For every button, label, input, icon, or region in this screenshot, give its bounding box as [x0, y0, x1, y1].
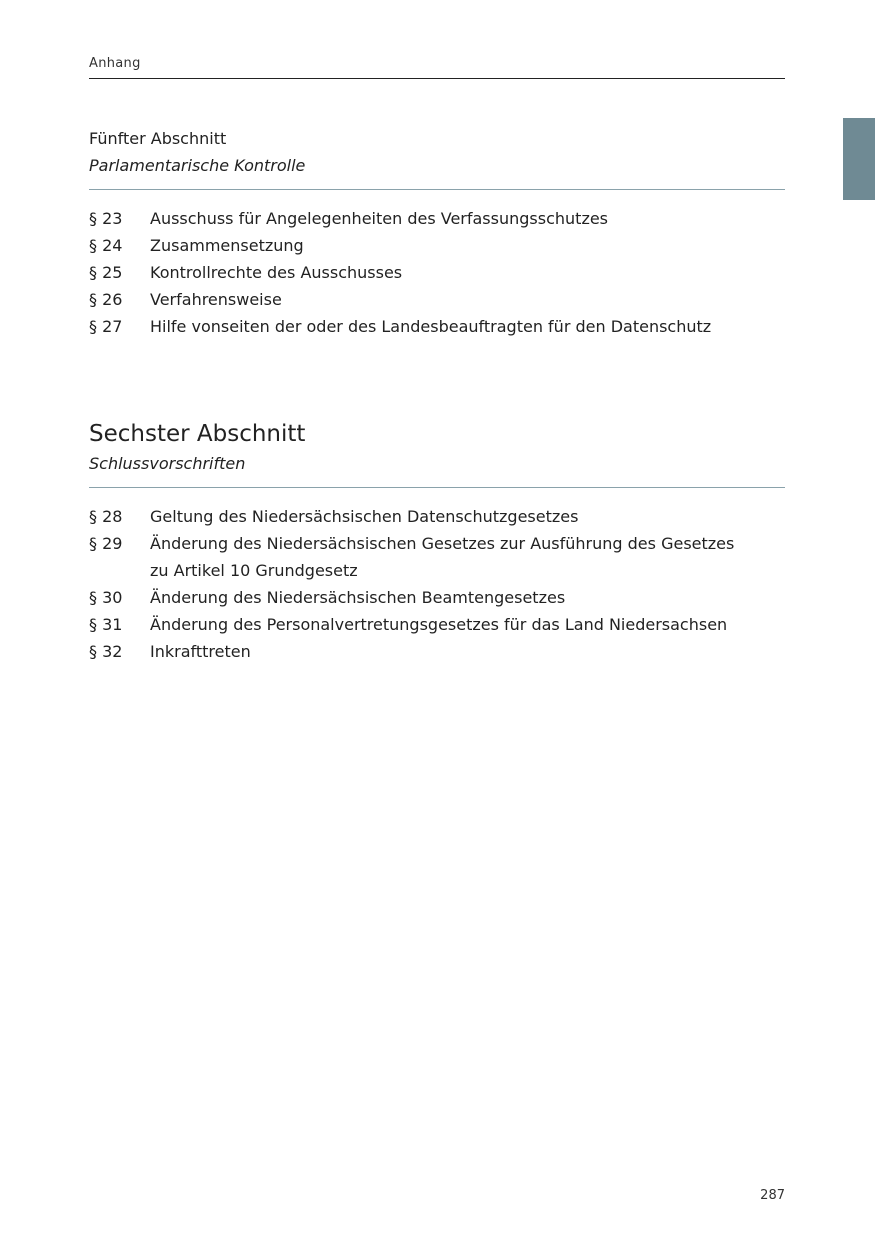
- section-sechster-abschnitt: [89, 418, 785, 665]
- section-divider: [89, 487, 785, 488]
- paragraph-number: § 25: [89, 263, 123, 282]
- paragraph-number: § 30: [89, 588, 123, 607]
- paragraph-title: Geltung des Niedersächsischen Datenschutzgesetzes: [150, 507, 579, 526]
- toc-entry: [89, 313, 785, 340]
- section-title: Fünfter Abschnitt: [89, 129, 227, 148]
- chapter-thumb-tab: [843, 118, 875, 200]
- toc-entry: [89, 286, 785, 313]
- section-subtitle: Parlamentarische Kontrolle: [89, 156, 306, 175]
- header-rule: [89, 78, 785, 79]
- paragraph-number: § 26: [89, 290, 123, 309]
- running-head: Anhang: [89, 56, 141, 71]
- paragraph-number: § 27: [89, 317, 123, 336]
- toc-entry: [89, 259, 785, 286]
- toc-entry: [89, 205, 785, 232]
- toc-entry: [89, 638, 785, 665]
- paragraph-number: § 23: [89, 209, 123, 228]
- toc-entry: [89, 503, 785, 530]
- section-subtitle: Schlussvorschriften: [89, 454, 246, 473]
- toc-list: [89, 503, 785, 665]
- toc-entry: [89, 584, 785, 611]
- paragraph-title: Zusammensetzung: [150, 236, 304, 255]
- paragraph-title: Inkrafttreten: [150, 642, 251, 661]
- toc-entry: [89, 232, 785, 259]
- toc-entry: [89, 611, 785, 638]
- paragraph-title: Änderung des Niedersächsischen Beamtengesetzes: [150, 588, 566, 607]
- section-title: Sechster Abschnitt: [89, 421, 306, 447]
- paragraph-number: § 32: [89, 642, 123, 661]
- paragraph-title: Änderung des Personalvertretungsgesetzes für das Land Niedersachsen: [150, 615, 728, 634]
- toc-entry: [89, 530, 785, 584]
- page-number: 287: [760, 1188, 785, 1203]
- paragraph-title: Verfahrensweise: [150, 290, 282, 309]
- paragraph-title: Ausschuss für Angelegenheiten des Verfassungsschutzes: [150, 209, 609, 228]
- paragraph-number: § 29: [89, 534, 123, 553]
- paragraph-title: Kontrollrechte des Ausschusses: [150, 263, 403, 282]
- paragraph-number: § 28: [89, 507, 123, 526]
- paragraph-number: § 24: [89, 236, 123, 255]
- section-fuenfter-abschnitt: [89, 125, 785, 340]
- toc-list: [89, 205, 785, 340]
- paragraph-title: Hilfe vonseiten der oder des Landesbeauftragten für den Datenschutz: [150, 317, 712, 336]
- paragraph-title: Änderung des Niedersächsischen Gesetzes zur Ausführung des Gesetzes zu Artikel 10 Grundgesetz: [150, 534, 735, 580]
- section-divider: [89, 189, 785, 190]
- paragraph-number: § 31: [89, 615, 123, 634]
